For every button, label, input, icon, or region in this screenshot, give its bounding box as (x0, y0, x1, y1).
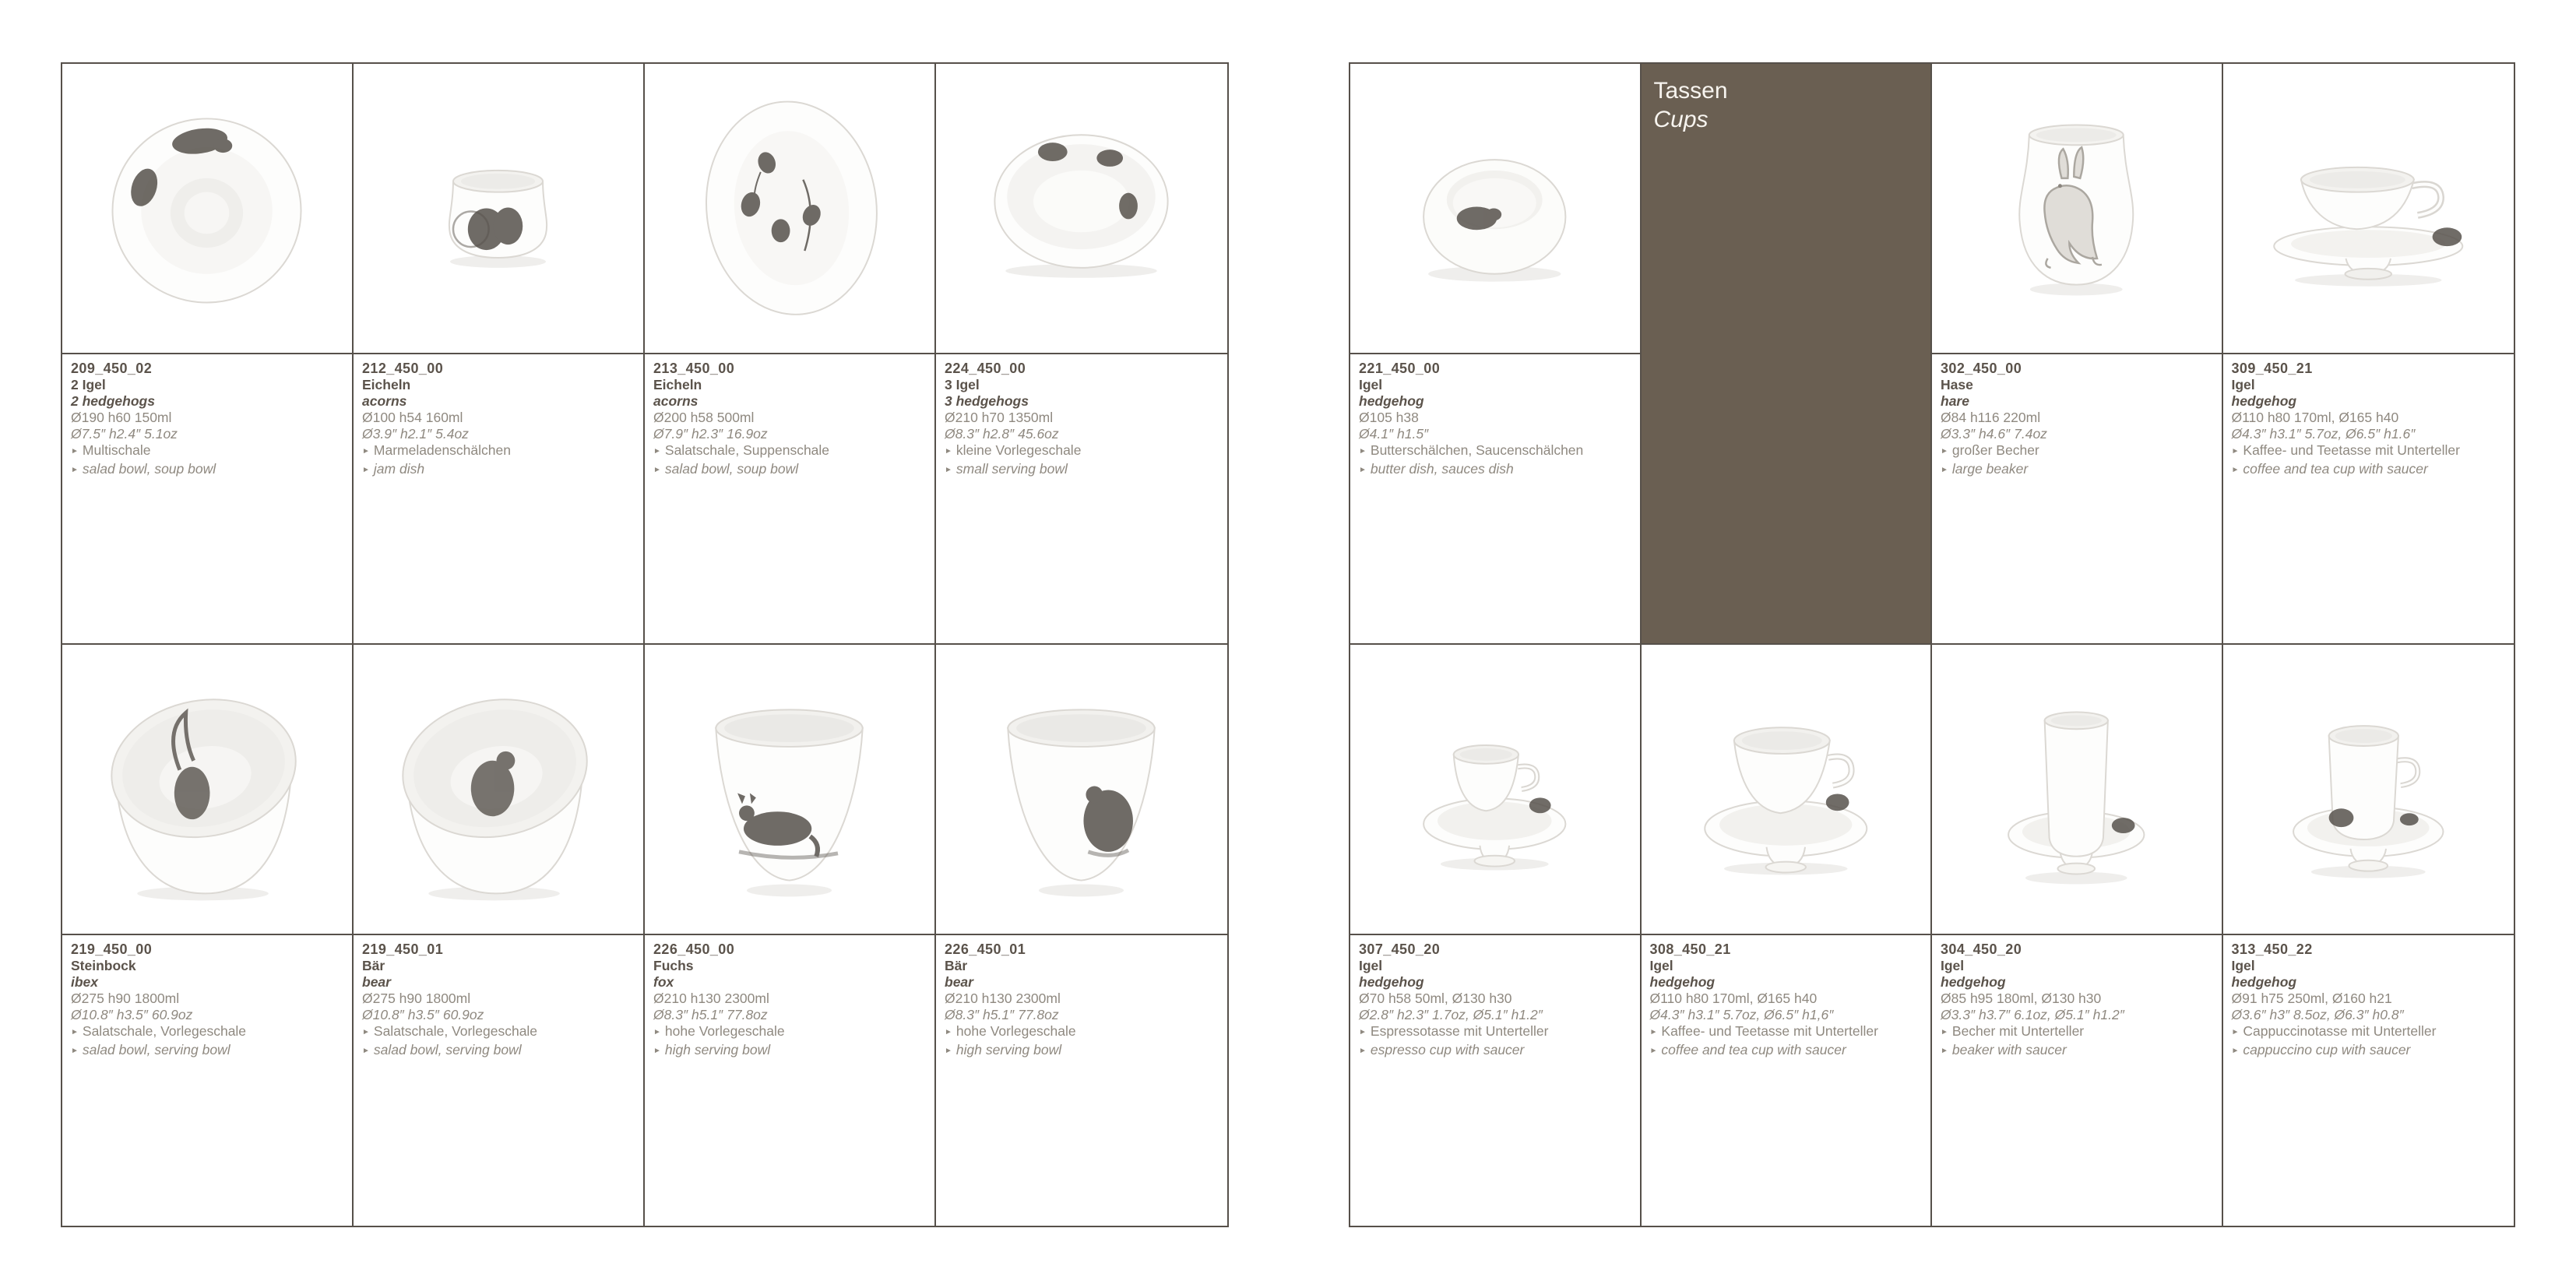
beaker-with-saucer-hedgehog-illustration (1932, 645, 2222, 934)
product-info-212_450_00 (354, 354, 645, 645)
product-name-de: Bär (945, 958, 968, 973)
product-info-226_450_00 (645, 935, 936, 1226)
dimensions-imperial: Ø8.3″ h2.8″ 45.6oz (945, 426, 1059, 442)
dimensions-metric: Ø200 h58 500ml (653, 410, 755, 425)
use-description-de (1941, 442, 2211, 461)
product-photo-209_450_02 (62, 64, 354, 354)
use-description-de-text: Cappuccinotasse mit Unterteller (2243, 1023, 2437, 1039)
arrow-bullet-icon: ► (1359, 466, 1367, 474)
product-id: 313_450_22 (2231, 941, 2313, 957)
product-info-224_450_00 (936, 354, 1227, 645)
product-name-de: Igel (1359, 377, 1383, 392)
use-description-de (653, 1023, 924, 1042)
use-description-de-text: Salatschale, Suppenschale (664, 442, 830, 458)
dimensions-imperial: Ø3.3″ h3.7″ 6.1oz, Ø5.1″ h1.2″ (1941, 1007, 2124, 1022)
use-description-en-text: large beaker (1951, 461, 2029, 477)
section-title-de: Tassen (1653, 78, 1728, 104)
dimensions-imperial: Ø10.8″ h3.5″ 60.9oz (71, 1007, 193, 1022)
arrow-bullet-icon: ► (362, 447, 370, 456)
arrow-bullet-icon: ► (945, 447, 952, 456)
section-title-en: Cups (1653, 107, 1709, 132)
arrow-bullet-icon: ► (945, 466, 952, 474)
butter-bowl-hedgehog-illustration (1350, 64, 1640, 353)
dimensions-imperial: Ø4.3″ h3.1″ 5.7oz, Ø6.5″ h1.6″ (2231, 426, 2416, 442)
product-name-en: 2 hedgehogs (71, 393, 155, 409)
section-header-cups (1642, 64, 1933, 645)
arrow-bullet-icon: ► (2231, 466, 2240, 474)
product-photo-219_450_00 (62, 645, 354, 935)
product-photo-219_450_01 (354, 645, 645, 935)
product-id: 226_450_00 (653, 941, 735, 957)
use-description-de-text: großer Becher (1951, 442, 2039, 458)
arrow-bullet-icon: ► (362, 1047, 370, 1055)
product-name-de: Hase (1941, 377, 1973, 392)
use-description-de-text: kleine Vorlegeschale (955, 442, 1082, 458)
product-photo-213_450_00 (645, 64, 936, 354)
product-info-309_450_21 (2223, 354, 2514, 645)
arrow-bullet-icon: ► (1649, 1047, 1658, 1055)
product-photo-224_450_00 (936, 64, 1227, 354)
product-name-en: hedgehog (1359, 393, 1424, 409)
dimensions-metric: Ø91 h75 250ml, Ø160 h21 (2231, 991, 2392, 1006)
product-photo-309_450_21 (2223, 64, 2514, 354)
use-description-de-text: Multischale (82, 442, 151, 458)
use-description-de-text: Kaffee- und Teetasse mit Unterteller (1661, 1023, 1878, 1039)
use-description-de (1941, 1023, 2211, 1042)
product-name-en: hedgehog (2231, 974, 2297, 990)
product-name-en: hedgehog (1941, 974, 2006, 990)
product-name-en: hedgehog (1649, 974, 1716, 990)
product-info-308_450_21 (1642, 935, 1933, 1226)
use-description-de (1650, 1023, 1920, 1042)
product-name-en: bear (362, 974, 391, 990)
use-description-de-text: hohe Vorlegeschale (955, 1023, 1076, 1039)
product-photo-304_450_20 (1932, 645, 2223, 935)
product-name-en: 3 hedgehogs (945, 393, 1029, 409)
product-name-de: Igel (2231, 958, 2255, 973)
dimensions-imperial: Ø8.3″ h5.1″ 77.8oz (945, 1007, 1059, 1022)
product-id: 213_450_00 (653, 361, 735, 376)
use-description-de-text: Becher mit Unterteller (1951, 1023, 2085, 1039)
product-id: 308_450_21 (1649, 941, 1731, 957)
arrow-bullet-icon: ► (945, 1047, 952, 1055)
use-description-de (945, 442, 1216, 461)
use-description-en-text: beaker with saucer (1951, 1042, 2067, 1057)
product-id: 209_450_02 (71, 361, 153, 376)
use-description-en (71, 461, 341, 480)
dimensions-metric: Ø190 h60 150ml (71, 410, 172, 425)
dimensions-metric: Ø110 h80 170ml, Ø165 h40 (2231, 410, 2399, 425)
use-description-en (362, 461, 632, 480)
dimensions-metric: Ø210 h130 2300ml (945, 991, 1061, 1006)
use-description-de-text: Kaffee- und Teetasse mit Unterteller (2243, 442, 2460, 458)
dimensions-metric: Ø100 h54 160ml (362, 410, 463, 425)
tall-bowl-fox-illustration (645, 645, 934, 934)
product-id: 224_450_00 (945, 361, 1026, 376)
product-photo-308_450_21 (1642, 645, 1933, 935)
use-description-de (1359, 442, 1629, 461)
arrow-bullet-icon: ► (653, 466, 661, 474)
espresso-cup-saucer-hedgehog-illustration (1350, 645, 1640, 934)
use-description-en (1941, 461, 2211, 480)
use-description-en (2232, 461, 2504, 480)
product-name-de: Fuchs (653, 958, 694, 973)
arrow-bullet-icon: ► (1941, 1028, 1948, 1036)
arrow-bullet-icon: ► (1359, 1028, 1367, 1036)
dimensions-metric: Ø275 h90 1800ml (71, 991, 180, 1006)
product-name-de: 2 Igel (71, 377, 106, 392)
product-info-221_450_00 (1350, 354, 1642, 645)
use-description-en-text: salad bowl, serving bowl (82, 1042, 231, 1057)
product-info-304_450_20 (1932, 935, 2223, 1226)
product-photo-226_450_01 (936, 645, 1227, 935)
use-description-de (71, 1023, 341, 1042)
product-name-en: hedgehog (2231, 393, 2297, 409)
product-id: 304_450_20 (1941, 941, 2022, 957)
shallow-bowl-three-hedgehogs-illustration (936, 64, 1227, 353)
product-name-de: Igel (1649, 958, 1673, 973)
product-photo-307_450_20 (1350, 645, 1642, 935)
product-info-209_450_02 (62, 354, 354, 645)
plate-top-view-acorns-illustration (645, 64, 934, 353)
dimensions-imperial: Ø7.9″ h2.3″ 16.9oz (653, 426, 768, 442)
product-photo-302_450_00 (1932, 64, 2223, 354)
product-info-307_450_20 (1350, 935, 1642, 1226)
product-name-de: Igel (2231, 377, 2255, 392)
product-id: 219_450_00 (71, 941, 153, 957)
small-cup-acorns-illustration (354, 64, 643, 353)
product-id: 307_450_20 (1359, 941, 1441, 957)
use-description-en-text: salad bowl, soup bowl (664, 461, 799, 477)
product-name-de: Eicheln (653, 377, 702, 392)
use-description-en-text: butter dish, sauces dish (1370, 461, 1514, 477)
use-description-en (1359, 1042, 1629, 1061)
product-id: 226_450_01 (945, 941, 1026, 957)
use-description-en-text: salad bowl, serving bowl (373, 1042, 522, 1057)
product-id: 219_450_01 (362, 941, 444, 957)
arrow-bullet-icon: ► (362, 466, 370, 474)
dimensions-metric: Ø105 h38 (1359, 410, 1419, 425)
use-description-de-text: Butterschälchen, Saucenschälchen (1370, 442, 1584, 458)
product-info-213_450_00 (645, 354, 936, 645)
use-description-en-text: jam dish (373, 461, 425, 477)
arrow-bullet-icon: ► (71, 447, 79, 456)
dimensions-imperial: Ø3.3″ h4.6″ 7.4oz (1941, 426, 2047, 442)
product-name-en: hare (1941, 393, 1969, 409)
use-description-en (945, 1042, 1216, 1061)
cup-and-saucer-hedgehog-illustration (2223, 64, 2514, 353)
product-photo-313_450_22 (2223, 645, 2514, 935)
arrow-bullet-icon: ► (1941, 466, 1948, 474)
use-description-en-text: coffee and tea cup with saucer (2243, 461, 2428, 477)
tall-beaker-hare-illustration (1932, 64, 2222, 353)
right-page-grid (1349, 62, 2515, 1227)
use-description-en (653, 461, 924, 480)
product-id: 212_450_00 (362, 361, 444, 376)
use-description-en (653, 1042, 924, 1061)
product-name-de: Eicheln (362, 377, 411, 392)
use-description-de-text: Salatschale, Vorlegeschale (373, 1023, 538, 1039)
use-description-de (945, 1023, 1216, 1042)
product-name-de: Steinbock (71, 958, 136, 973)
product-photo-221_450_00 (1350, 64, 1642, 354)
dimensions-imperial: Ø10.8″ h3.5″ 60.9oz (362, 1007, 484, 1022)
product-id: 221_450_00 (1359, 361, 1441, 376)
use-description-en (2232, 1042, 2504, 1061)
use-description-de (362, 442, 632, 461)
arrow-bullet-icon: ► (71, 466, 79, 474)
dimensions-imperial: Ø4.1″ h1.5″ (1359, 426, 1429, 442)
product-info-219_450_00 (62, 935, 354, 1226)
use-description-en-text: cappuccino cup with saucer (2243, 1042, 2411, 1057)
product-name-en: ibex (71, 974, 99, 990)
product-id: 309_450_21 (2231, 361, 2313, 376)
product-photo-226_450_00 (645, 645, 936, 935)
use-description-de (362, 1023, 632, 1042)
dimensions-imperial: Ø7.5″ h2.4″ 5.1oz (71, 426, 178, 442)
arrow-bullet-icon: ► (653, 1028, 661, 1036)
product-name-en: acorns (653, 393, 699, 409)
arrow-bullet-icon: ► (653, 447, 661, 456)
use-description-de-text: hohe Vorlegeschale (664, 1023, 785, 1039)
use-description-en (1359, 461, 1629, 480)
dimensions-metric: Ø210 h130 2300ml (653, 991, 769, 1006)
deep-bowl-ibex-illustration (62, 645, 352, 934)
use-description-de-text: Salatschale, Vorlegeschale (82, 1023, 247, 1039)
product-name-en: bear (945, 974, 973, 990)
dimensions-imperial: Ø3.6″ h3″ 8.5oz, Ø6.3″ h0.8″ (2231, 1007, 2404, 1022)
use-description-de (2232, 1023, 2504, 1042)
use-description-de-text: Marmeladenschälchen (373, 442, 511, 458)
product-name-en: acorns (362, 393, 407, 409)
product-info-302_450_00 (1932, 354, 2223, 645)
dimensions-metric: Ø70 h58 50ml, Ø130 h30 (1359, 991, 1512, 1006)
product-name-en: fox (653, 974, 674, 990)
tall-bowl-bear-illustration (936, 645, 1227, 934)
use-description-en-text: salad bowl, soup bowl (82, 461, 216, 477)
use-description-en-text: coffee and tea cup with saucer (1661, 1042, 1846, 1057)
use-description-en-text: espresso cup with saucer (1370, 1042, 1525, 1057)
dimensions-metric: Ø110 h80 170ml, Ø165 h40 (1649, 991, 1818, 1006)
left-page-grid (61, 62, 1229, 1227)
arrow-bullet-icon: ► (2231, 1047, 2240, 1055)
use-description-en (71, 1042, 341, 1061)
product-name-de: 3 Igel (945, 377, 980, 392)
deep-bowl-bear-illustration (354, 645, 643, 934)
dimensions-imperial: Ø2.8″ h2.3″ 1.7oz, Ø5.1″ h1.2″ (1359, 1007, 1543, 1022)
use-description-en (362, 1042, 632, 1061)
arrow-bullet-icon: ► (71, 1028, 79, 1036)
product-info-226_450_01 (936, 935, 1227, 1226)
dimensions-imperial: Ø4.3″ h3.1″ 5.7oz, Ø6.5″ h1,6″ (1649, 1007, 1834, 1022)
arrow-bullet-icon: ► (653, 1047, 661, 1055)
use-description-de (653, 442, 924, 461)
product-name-de: Igel (1941, 958, 1965, 973)
use-description-de (2232, 442, 2504, 461)
dimensions-imperial: Ø3.9″ h2.1″ 5.4oz (362, 426, 469, 442)
use-description-en (1650, 1042, 1920, 1061)
use-description-en (1941, 1042, 2211, 1061)
arrow-bullet-icon: ► (1941, 447, 1948, 456)
cappuccino-cup-saucer-hedgehog-illustration (2223, 645, 2514, 934)
arrow-bullet-icon: ► (945, 1028, 952, 1036)
plate-top-view-two-hedgehogs-illustration (62, 64, 352, 353)
arrow-bullet-icon: ► (71, 1047, 79, 1055)
dimensions-metric: Ø210 h70 1350ml (945, 410, 1054, 425)
use-description-de-text: Espressotasse mit Unterteller (1370, 1023, 1549, 1039)
product-photo-212_450_00 (354, 64, 645, 354)
use-description-en-text: high serving bowl (955, 1042, 1062, 1057)
arrow-bullet-icon: ► (362, 1028, 370, 1036)
use-description-en-text: high serving bowl (664, 1042, 771, 1057)
arrow-bullet-icon: ► (1941, 1047, 1948, 1055)
use-description-de (1359, 1023, 1629, 1042)
dimensions-metric: Ø85 h95 180ml, Ø130 h30 (1941, 991, 2102, 1006)
product-name-de: Bär (362, 958, 385, 973)
product-info-219_450_01 (354, 935, 645, 1226)
product-name-en: hedgehog (1359, 974, 1424, 990)
arrow-bullet-icon: ► (2231, 447, 2240, 456)
product-name-de: Igel (1359, 958, 1383, 973)
dimensions-metric: Ø84 h116 220ml (1941, 410, 2041, 425)
product-id: 302_450_00 (1941, 361, 2022, 376)
dimensions-imperial: Ø8.3″ h5.1″ 77.8oz (653, 1007, 768, 1022)
use-description-en-text: small serving bowl (955, 461, 1068, 477)
arrow-bullet-icon: ► (1359, 1047, 1367, 1055)
arrow-bullet-icon: ► (2231, 1028, 2240, 1036)
use-description-en (945, 461, 1216, 480)
arrow-bullet-icon: ► (1359, 447, 1367, 456)
dimensions-metric: Ø275 h90 1800ml (362, 991, 471, 1006)
arrow-bullet-icon: ► (1649, 1028, 1658, 1036)
use-description-de (71, 442, 341, 461)
coffee-cup-saucer-hedgehog-illustration (1642, 645, 1931, 934)
product-info-313_450_22 (2223, 935, 2514, 1226)
